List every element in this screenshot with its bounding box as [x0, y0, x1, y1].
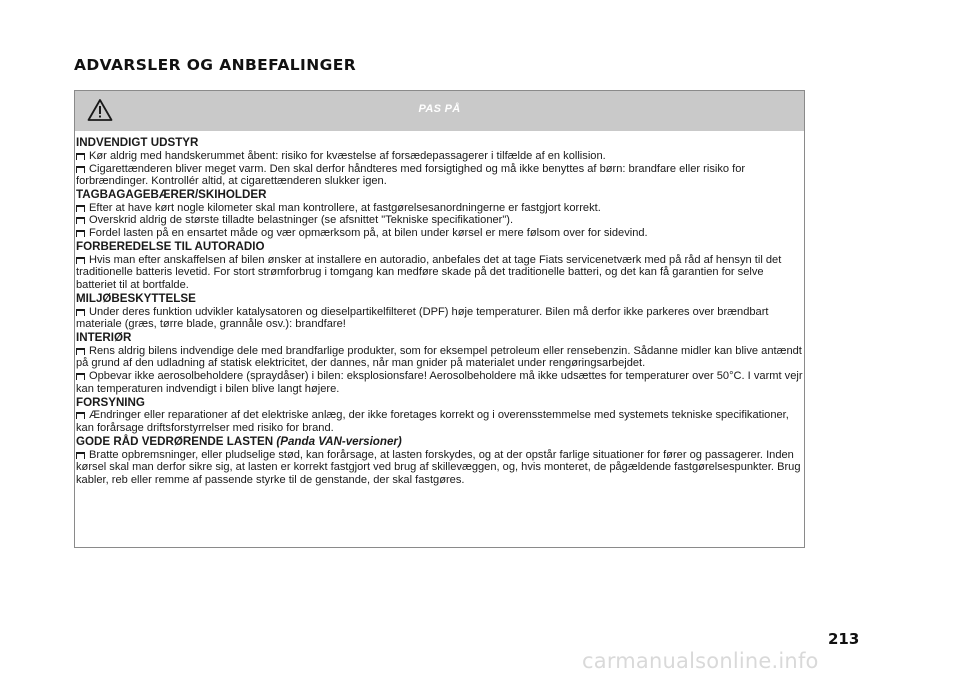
section-title — [76, 189, 803, 202]
bullet-text: Opbevar ikke aerosolbeholdere (spraydåser) i bilen: eksplosionsfare! Aerosolbeholdere må ikke udsættes for temperaturer over 50°C. I varmt vejr kan temperaturen indvendigt i bilen blive langt højere. — [76, 370, 803, 395]
bullet-text: Fordel lasten på en ensartet måde og vær opmærksom på, at bilen under kørsel er mere følsom over for sidevind. — [89, 227, 648, 240]
bullet-item — [76, 163, 803, 188]
section-title — [76, 332, 803, 345]
bullet-item — [76, 449, 803, 487]
bullet-item — [76, 227, 803, 240]
section-title-text: FORSYNING — [76, 395, 145, 409]
bullet-marker-icon — [76, 309, 85, 316]
bullet-item — [76, 409, 803, 434]
page-number: 213 — [828, 630, 860, 648]
page-heading: ADVARSLER OG ANBEFALINGER — [74, 56, 357, 74]
bullet-marker-icon — [76, 230, 85, 237]
bullet-text: Ændringer eller reparationer af det elektriske anlæg, der ikke foretages korrekt og i overensstemmelse med systemets tekniske specifikationer, kan forårsage driftsforstyrrelser med risiko for brand. — [76, 409, 789, 435]
warning-title: PAS PÅ — [418, 103, 461, 115]
bullet-marker-icon — [76, 166, 85, 173]
bullet-item — [76, 202, 803, 215]
bullet-item — [76, 150, 803, 163]
warning-header — [75, 91, 804, 131]
bullet-marker-icon — [76, 257, 85, 264]
bullet-item — [76, 214, 803, 227]
section-title — [76, 293, 803, 306]
bullet-item — [76, 345, 803, 370]
bullet-text: Hvis man efter anskaffelsen af bilen ønsker at installere en autoradio, anbefales det at tage Fiats servicenetværk med på råd af hensyn til det traditionelle batteris levetid. For stort strømforbrug i tomgang kan medføre skade på det traditionelle batteri, og det kan få garantien for selve batteriet til at bortfalde. — [76, 253, 782, 292]
bullet-text: Bratte opbremsninger, eller pludselige stød, kan forårsage, at lasten forskydes, og at der opstår farlige situationer for fører og passagerer. Inden kørsel skal man derfor sikre sig, at lasten er korrekt fastgjort ved brug af skillevæggen, og, hvis monteret, de pågældende fastgørelsespunkter. Brug kabler, reb eller remme af passende styrke til de genstande, der skal fastgøres. — [76, 448, 801, 486]
bullet-text: Kør aldrig med handskerummet åbent: risiko for kvæstelse af forsædepassagerer i tilfælde af en kollision. — [89, 149, 606, 162]
warning-body — [75, 131, 804, 487]
section-title-text: FORBEREDELSE TIL AUTORADIO — [76, 239, 265, 253]
bullet-item — [76, 306, 803, 331]
section-title — [76, 137, 803, 150]
bullet-marker-icon — [76, 217, 85, 224]
section-title-text: MILJØBESKYTTELSE — [76, 291, 196, 305]
bullet-text: Cigarettænderen bliver meget varm. Den skal derfor håndteres med forsigtighed og må ikke benyttes af børn: brandfare eller risiko for forbrændinger. Kontrollér altid, at cigarettænderen slukker igen. — [76, 162, 746, 188]
section-title-text: INTERIØR — [76, 330, 132, 344]
section-title-note: (Panda VAN-versioner) — [276, 434, 402, 448]
warning-box — [74, 90, 805, 548]
bullet-marker-icon — [76, 153, 85, 160]
bullet-marker-icon — [76, 373, 85, 380]
section-title — [76, 241, 803, 254]
bullet-item — [76, 370, 803, 395]
bullet-marker-icon — [76, 348, 85, 355]
bullet-text: Overskrid aldrig de største tilladte belastninger (se afsnittet "Tekniske specifikationer"). — [89, 214, 514, 227]
section-title-text: GODE RÅD VEDRØRENDE LASTEN — [76, 434, 274, 448]
bullet-marker-icon — [76, 205, 85, 212]
bullet-text: Under deres funktion udvikler katalysatoren og dieselpartikelfilteret (DPF) høje temperaturer. Bilen må derfor ikke parkeres over brændbart materiale (græs, tørre blade, grannåle osv.): brandfare! — [76, 305, 769, 331]
watermark: carmanualsonline.info — [582, 649, 819, 673]
section-title — [76, 397, 803, 410]
section-title-text: INDVENDIGT UDSTYR — [76, 136, 199, 149]
bullet-marker-icon — [76, 452, 85, 459]
bullet-marker-icon — [76, 412, 85, 419]
bullet-item — [76, 254, 803, 292]
bullet-text: Rens aldrig bilens indvendige dele med brandfarlige produkter, som for eksempel petroleum eller rensebenzin. Sådanne midler kan blive antændt på grund af den udladning af statisk elektricitet, der dannes, når man gnider på materialet under rengøringsarbejdet. — [76, 344, 802, 370]
section-title — [76, 436, 803, 449]
section-title-text: TAGBAGAGEBÆRER/SKIHOLDER — [76, 187, 267, 201]
bullet-text: Efter at have kørt nogle kilometer skal man kontrollere, at fastgørelsesanordningerne er fastgjort korrekt. — [89, 201, 601, 214]
